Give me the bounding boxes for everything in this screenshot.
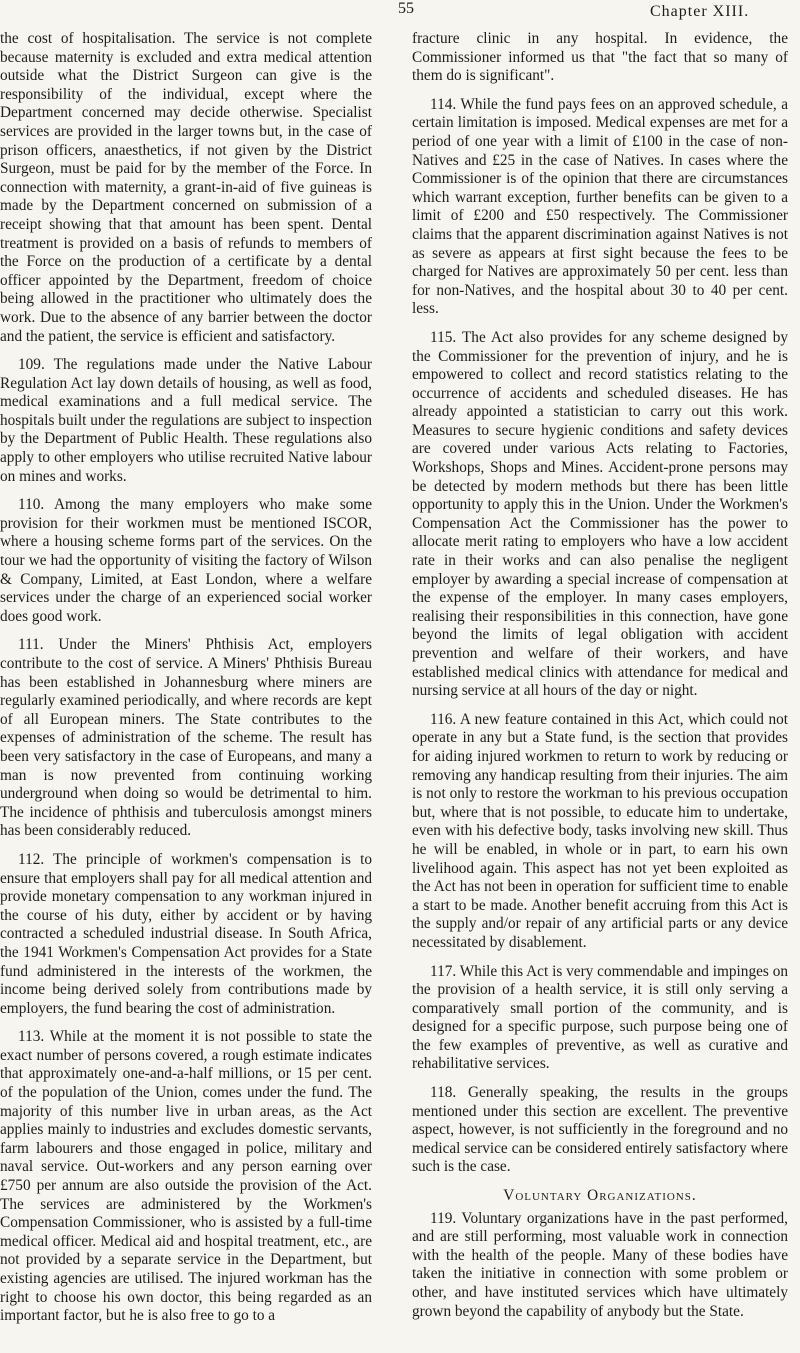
section-heading: Voluntary Organizations. — [503, 1187, 697, 1205]
page-number: 55 — [398, 0, 414, 17]
paragraph: 110. Among the many employers who make some provision for their workmen must be mentioned ISCOR, where a housing scheme forms part of the services. On the tour we had the opportunity of visiting the factory of Wilson & Company, Limited, at East London, where a welfare services under the charge of an experienced social worker does good work. — [0, 496, 372, 625]
paragraph: 119. Voluntary organizations have in the past performed, and are still performing, most valuable work in connection with the health of the people. Many of these bodies have taken the initiative in connection with some problem or other, and have instituted services which have ultimately grown beyond the capability of anybody but the State. — [412, 1209, 788, 1320]
left-column — [0, 30, 372, 1336]
paragraph: the cost of hospitalisation. The service is not complete because maternity is excluded and extra medical attention outside what the District Surgeon can give is the responsibility of the individual, except where the Department concerned may decide otherwise. Specialist services are provided in the larger towns but, in the case of prison officers, anaesthetics, if not given by the District Surgeon, must be paid for by the member of the Force. In connection with maternity, a grant-in-aid of five guineas is made by the Department concerned on submission of a receipt showing that that amount has been spent. Dental treatment is provided on a basis of refunds to members of the Force on the production of a certificate by a dental officer appointed by the Department, freedom of choice being allowed in the practitioner who ultimately does the work. Due to the absence of any barrier between the doctor and the patient, the service is efficient and satisfactory. — [0, 30, 372, 345]
paragraph: 117. While this Act is very commendable and impinges on the provision of a health service, it is still only serving a comparatively small portion of the community, and is designed for a specific purpose, such purpose being one of the few examples of preventive, as well as curative and rehabilitative services. — [412, 962, 788, 1073]
paragraph: 113. While at the moment it is not possible to state the exact number of persons covered, a rough estimate indicates that approximately one-and-a-half millions, or 15 per cent. of the population of the Union, comes under the fund. The majority of this number live in urban areas, as the Act applies mainly to industries and excludes domestic servants, farm labourers and those engaged in police, military and naval service. Out-workers and any person earning over £750 per annum are also outside the provision of the Act. The services are administered by the Workmen's Compensation Commissioner, who is assisted by a full-time medical officer. Medical aid and hospital treatment, etc., are not provided by a separate service in the Department, but existing agencies are utilised. The injured workman has the right to choose his own doctor, this being regarded as an important factor, but he is also free to go to a — [0, 1028, 372, 1325]
paragraph: 115. The Act also provides for any scheme designed by the Commissioner for the prevention of injury, and he is empowered to collect and record statistics relating to the occurrence of accidents and scheduled diseases. He has already appointed a statistician to carry out this work. Measures to secure hygienic conditions and safety devices are covered under various Acts relating to Factories, Workshops, Shops and Mines. Accident-prone persons may be detected by modern methods but there has been little opportunity to apply this in the Union. Under the Workmen's Compensation Act the Commissioner has the power to allocate merit rating to employers who have a low accident rate in their works and can also penalise the negligent employer by awarding a special increase of compensation at the expense of the employer. In many cases employers, realising their responsibilities in this connection, have gone beyond the limits of legal obligation with accident prevention and welfare of their workers, and have established medical clinics with attendance for medical and nursing service at all hours of the day or night. — [412, 328, 788, 700]
paragraph: 116. A new feature contained in this Act, which could not operate in any but a State fund, is the section that provides for aiding injured workmen to return to work by reducing or removing any handicap resulting from their injuries. The aim is not only to restore the workman to his previous occupation but, where that is not possible, to educate him to undertake, even with his defective body, tasks involving new skill. Thus he will be enabled, in whole or in part, to earn his own livelihood again. This aspect has not yet been exploited as the Act has not been in operation for sufficient time to enable a start to be made. Another benefit accruing from this Act is the supply and/or repair of any artificial parts or any device necessitated by disablement. — [412, 710, 788, 951]
chapter-heading: Chapter XIII. — [650, 3, 750, 20]
right-column — [412, 30, 788, 1331]
paragraph: 111. Under the Miners' Phthisis Act, employers contribute to the cost of service. A Miners' Phthisis Bureau has been established in Johannesburg where miners are regularly examined periodically, and where records are kept of all European miners. The State contributes to the expenses of administration of the scheme. The result has been very satisfactory in the case of Europeans, and many a man is now prevented from continuing working underground when doing so would be detrimental to him. The incidence of phthisis and tuberculosis amongst miners has been considerably reduced. — [0, 636, 372, 840]
paragraph: 118. Generally speaking, the results in the groups mentioned under this section are excellent. The preventive aspect, however, is not sufficiently in the foreground and no medical service can be considered entirely satisfactory where such is the case. — [412, 1084, 788, 1176]
paragraph: fracture clinic in any hospital. In evidence, the Commissioner informed us that "the fact that so many of them do is significant". — [412, 30, 788, 85]
paragraph: 112. The principle of workmen's compensation is to ensure that employers shall pay for all medical attention and provide monetary compensation to any workman injured in the course of his duty, either by accident or by having contracted a scheduled industrial disease. In South Africa, the 1941 Workmen's Compensation Act provides for a State fund administered in the interests of the workmen, the income being derived solely from contributions made by employers, the fund bearing the cost of administration. — [0, 850, 372, 1017]
paragraph: 114. While the fund pays fees on an approved schedule, a certain limitation is imposed. Medical expenses are met for a period of one year with a limit of £100 in the case of non-Natives and £25 in the case of Natives. In cases where the Commissioner is of the opinion that there are circumstances which warrant exception, further benefits can be given to a limit of £200 and £50 respectively. The Commissioner claims that the apparent discrimination against Natives is not as severe as appears at first sight because the fees to be charged for Natives are approximately 50 per cent. less than for non-Natives, and the hospital about 30 to 40 per cent. less. — [412, 95, 788, 318]
paragraph: 109. The regulations made under the Native Labour Regulation Act lay down details of housing, as well as food, medical examinations and a full medical service. The hospitals built under the regulations are subject to inspection by the Department of Public Health. These regulations also apply to other employers who utilise recruited Native labour on mines and works. — [0, 356, 372, 485]
